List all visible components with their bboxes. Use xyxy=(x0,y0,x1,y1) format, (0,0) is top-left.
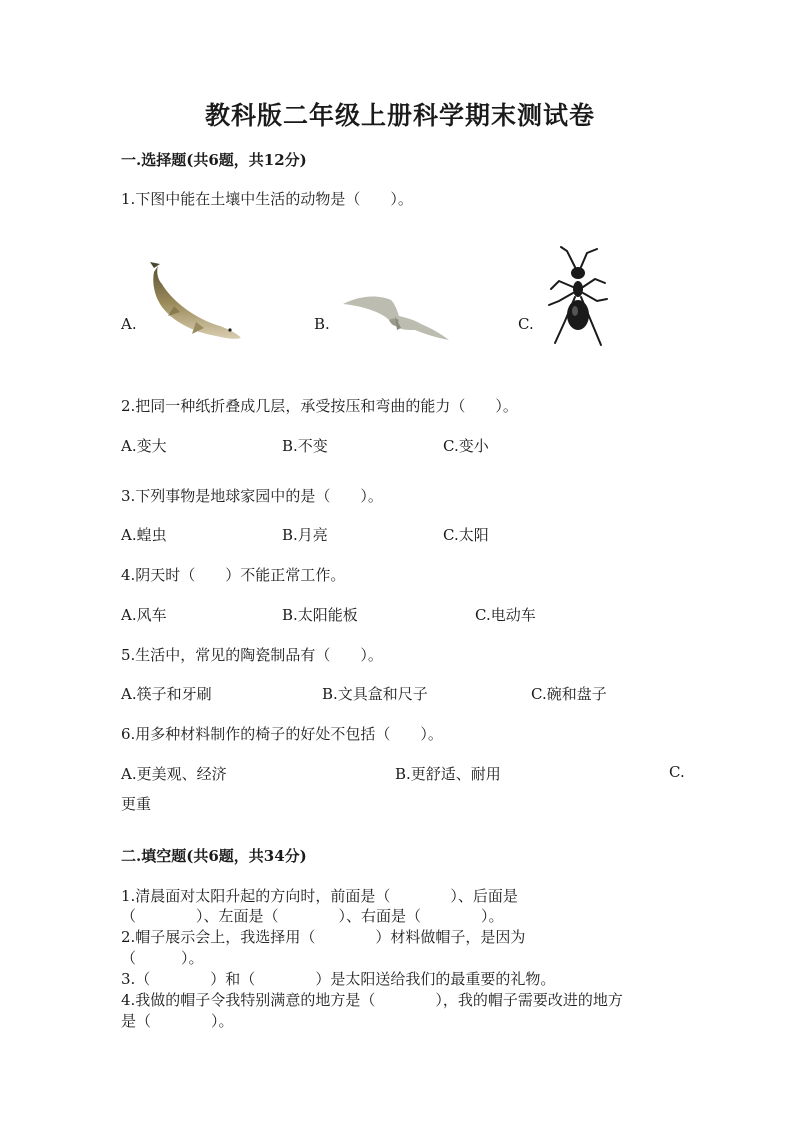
q4-option-b: B.太阳能板 xyxy=(282,606,358,624)
q3-option-b: B.月亮 xyxy=(282,526,328,544)
fill-line-4: （ ）。 xyxy=(121,949,204,967)
question-3: 3.下列事物是地球家园中的是（ ）。 xyxy=(121,487,383,505)
q5-option-b: B.文具盒和尺子 xyxy=(322,685,428,703)
question-1: 1.下图中能在土壤中生活的动物是（ ）。 xyxy=(121,190,413,208)
section-2-heading: 二.填空题(共6题，共34分) xyxy=(121,847,307,865)
fill-line-7: 是（ ）。 xyxy=(121,1012,234,1030)
q2-option-c: C.变小 xyxy=(443,437,489,455)
ant-image xyxy=(545,245,611,355)
question-6: 6.用多种材料制作的椅子的好处不包括（ ）。 xyxy=(121,725,443,743)
q6-option-b: B.更舒适、耐用 xyxy=(395,765,501,783)
q3-option-c: C.太阳 xyxy=(443,526,489,544)
q4-option-c: C.电动车 xyxy=(475,606,536,624)
q1-option-a-label: A. xyxy=(121,315,137,333)
fill-line-1: 1.清晨面对太阳升起的方向时，前面是（ ）、后面是 xyxy=(121,887,518,905)
q6-option-c-text: 更重 xyxy=(121,795,152,813)
q3-option-a: A.蝗虫 xyxy=(121,526,167,544)
fill-line-2: （ ）、左面是（ ）、右面是（ ）。 xyxy=(121,907,504,925)
fill-line-6: 4.我做的帽子令我特别满意的地方是（ ），我的帽子需要改进的地方 xyxy=(121,991,623,1009)
question-5: 5.生活中，常见的陶瓷制品有（ ）。 xyxy=(121,646,383,664)
q4-option-a: A.风车 xyxy=(121,606,167,624)
page-title: 教科版二年级上册科学期末测试卷 xyxy=(204,101,595,130)
question-2: 2.把同一种纸折叠成几层，承受按压和弯曲的能力（ ）。 xyxy=(121,397,518,415)
bird-image xyxy=(341,290,453,342)
question-4: 4.阴天时（ ）不能正常工作。 xyxy=(121,566,346,584)
q5-option-c: C.碗和盘子 xyxy=(531,685,607,703)
q1-option-c-label: C. xyxy=(518,315,534,333)
q6-option-c: C. xyxy=(669,763,685,781)
fill-line-3: 2.帽子展示会上，我选择用（ ）材料做帽子，是因为 xyxy=(121,928,526,946)
q5-option-a: A.筷子和牙刷 xyxy=(121,685,212,703)
section-1-heading: 一.选择题(共6题，共12分) xyxy=(121,151,307,169)
q6-option-a: A.更美观、经济 xyxy=(121,765,227,783)
fill-line-5: 3.（ ）和（ ）是太阳送给我们的最重要的礼物。 xyxy=(121,970,556,988)
q1-option-b-label: B. xyxy=(314,315,330,333)
fish-image xyxy=(146,262,244,342)
q2-option-b: B.不变 xyxy=(282,437,328,455)
q2-option-a: A.变大 xyxy=(121,437,167,455)
